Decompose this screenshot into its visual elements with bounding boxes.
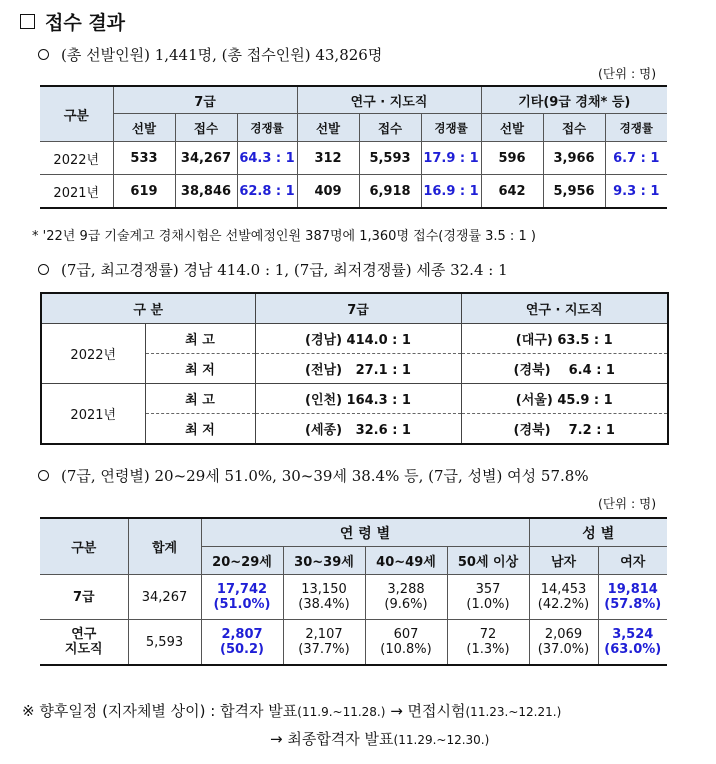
cell: 19,814 (57.8%) [598, 575, 667, 620]
bullet-competition [38, 259, 508, 280]
header-male: 남자 [529, 547, 598, 575]
unit-label-1: (단위 : 명) [598, 66, 657, 81]
cell-ratio: 16.9 : 1 [421, 175, 481, 209]
cell: 642 [481, 175, 543, 209]
header-female: 여자 [598, 547, 667, 575]
header-apply: 접수 [359, 114, 421, 142]
row-label: 연구 지도직 [40, 620, 128, 666]
header-ratio: 경쟁률 [237, 114, 297, 142]
cell-ratio: 17.9 : 1 [421, 142, 481, 175]
bullet-demographics [38, 465, 589, 486]
unit-label-2: (단위 : 명) [598, 496, 657, 511]
section-title [20, 8, 125, 35]
competition-ratio-table [40, 292, 669, 445]
row-year: 2022년 [41, 324, 145, 384]
cell: 2,807 (50.2) [201, 620, 283, 666]
cell: 5,593 [359, 142, 421, 175]
cell: 5,956 [543, 175, 605, 209]
header-age-50plus: 50세 이상 [447, 547, 529, 575]
label-high: 최 고 [145, 324, 255, 354]
cell: 3,524 (63.0%) [598, 620, 667, 666]
cell: 3,966 [543, 142, 605, 175]
header-total: 합계 [128, 518, 201, 575]
header-7: 7급 [255, 293, 461, 324]
cell: 3,288 (9.6%) [365, 575, 447, 620]
header-age: 연 령 별 [201, 518, 529, 547]
circle-bullet-icon [38, 470, 49, 481]
cell: 596 [481, 142, 543, 175]
checkbox-square-icon [20, 14, 35, 29]
table-row [41, 384, 668, 414]
circle-bullet-icon [38, 264, 49, 275]
cell: (경남) 414.0 : 1 [255, 324, 461, 354]
header-select: 선발 [481, 114, 543, 142]
header-group-7: 7급 [113, 86, 297, 114]
header-sex: 성 별 [529, 518, 667, 547]
cell: 409 [297, 175, 359, 209]
header-apply: 접수 [175, 114, 237, 142]
cell: (전남) 27.1 : 1 [255, 354, 461, 384]
cell: 619 [113, 175, 175, 209]
cell: (경북) 6.4 : 1 [461, 354, 668, 384]
cell: 2,069 (37.0%) [529, 620, 598, 666]
cell: 72 (1.3%) [447, 620, 529, 666]
table-row [40, 175, 667, 209]
section-title-text: 접수 결과 [45, 12, 126, 34]
cell-total: 5,593 [128, 620, 201, 666]
cell: 2,107 (37.7%) [283, 620, 365, 666]
cell: 607 (10.8%) [365, 620, 447, 666]
schedule-line-1: ※ 향후일정 (지자체별 상이) : 합격자 발표(11.9.~11.28.) → 면접시험(11.23.~12.21.) [22, 702, 562, 720]
cell: 13,150 (38.4%) [283, 575, 365, 620]
demographics-table [40, 517, 667, 666]
header-select: 선발 [297, 114, 359, 142]
table-row [40, 575, 667, 620]
application-results-table [40, 85, 667, 209]
header-research: 연구 · 지도직 [461, 293, 668, 324]
cell: 38,846 [175, 175, 237, 209]
header-ratio: 경쟁률 [605, 114, 667, 142]
row-year: 2021년 [41, 384, 145, 445]
label-low: 최 저 [145, 414, 255, 445]
header-age-40s: 40~49세 [365, 547, 447, 575]
bullet-summary-text: (총 선발인원) 1,441명, (총 접수인원) 43,826명 [61, 46, 383, 64]
row-year: 2022년 [40, 142, 113, 175]
header-age-20s: 20~29세 [201, 547, 283, 575]
row-year: 2021년 [40, 175, 113, 209]
bullet-competition-text: (7급, 최고경쟁률) 경남 414.0 : 1, (7급, 최저경쟁률) 세종 32.4 : 1 [61, 261, 508, 279]
header-select: 선발 [113, 114, 175, 142]
header-apply: 접수 [543, 114, 605, 142]
table-row [40, 620, 667, 666]
bullet-summary [38, 44, 382, 65]
row-label: 7급 [40, 575, 128, 620]
footnote: * '22년 9급 기술계고 경채시험은 선발예정인원 387명에 1,360명 접수(경쟁률 3.5 : 1 ) [32, 229, 536, 244]
cell: (인천) 164.3 : 1 [255, 384, 461, 414]
cell-total: 34,267 [128, 575, 201, 620]
cell: 357 (1.0%) [447, 575, 529, 620]
header-group-research: 연구 · 지도직 [297, 86, 481, 114]
cell: (대구) 63.5 : 1 [461, 324, 668, 354]
header-group-other: 기타(9급 경채* 등) [481, 86, 667, 114]
cell: (경북) 7.2 : 1 [461, 414, 668, 445]
cell: (세종) 32.6 : 1 [255, 414, 461, 445]
cell: 312 [297, 142, 359, 175]
label-low: 최 저 [145, 354, 255, 384]
header-age-30s: 30~39세 [283, 547, 365, 575]
cell: 533 [113, 142, 175, 175]
schedule-line-2: → 최종합격자 발표(11.29.~12.30.) [270, 730, 490, 748]
header-category: 구 분 [41, 293, 255, 324]
table-row [40, 142, 667, 175]
cell: (서울) 45.9 : 1 [461, 384, 668, 414]
label-high: 최 고 [145, 384, 255, 414]
header-category: 구분 [40, 518, 128, 575]
table-row [41, 324, 668, 354]
cell-ratio: 6.7 : 1 [605, 142, 667, 175]
cell-ratio: 9.3 : 1 [605, 175, 667, 209]
cell: 17,742 (51.0%) [201, 575, 283, 620]
cell: 14,453 (42.2%) [529, 575, 598, 620]
header-ratio: 경쟁률 [421, 114, 481, 142]
cell-ratio: 62.8 : 1 [237, 175, 297, 209]
bullet-demographics-text: (7급, 연령별) 20~29세 51.0%, 30~39세 38.4% 등, (7급, 성별) 여성 57.8% [61, 467, 589, 485]
circle-bullet-icon [38, 49, 49, 60]
header-category: 구분 [40, 86, 113, 142]
cell-ratio: 64.3 : 1 [237, 142, 297, 175]
cell: 34,267 [175, 142, 237, 175]
cell: 6,918 [359, 175, 421, 209]
